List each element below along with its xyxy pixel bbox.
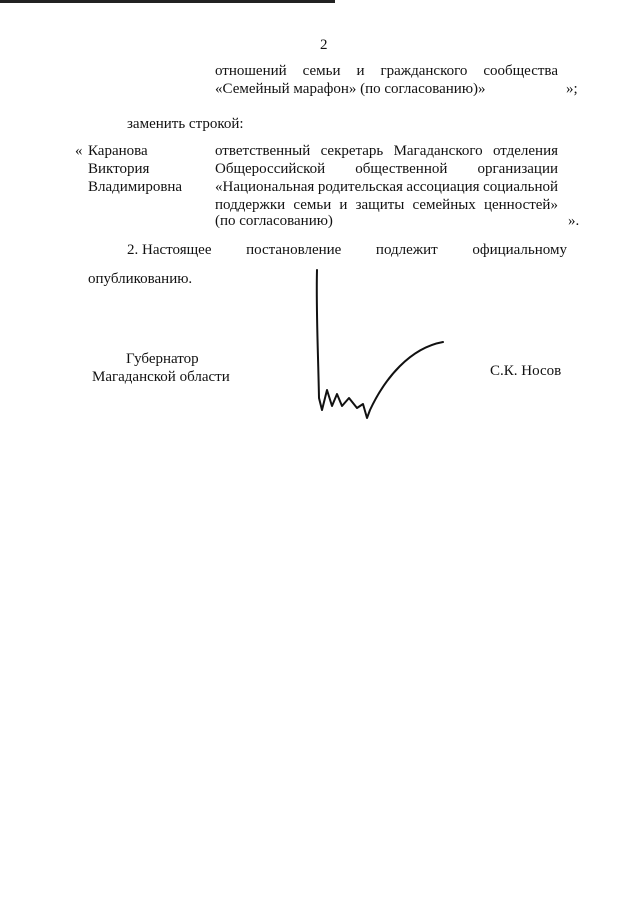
handwritten-signature	[305, 268, 455, 428]
position-line1: ответственный секретарь Магаданского отделения	[215, 143, 558, 159]
prev-entry-line1: отношений семьи и гражданского сообщества	[215, 63, 558, 79]
position-last-line: (по согласованию)	[215, 213, 333, 229]
new-entry-closing: ».	[568, 213, 580, 229]
signatory-title-line2: Магаданской области	[92, 369, 230, 385]
clause2-line2: опубликованию.	[88, 271, 193, 287]
replace-label: заменить строкой:	[127, 116, 244, 132]
member-name-first: Виктория	[88, 161, 150, 177]
open-quote: «	[75, 143, 83, 159]
position-line3: «Национальная родительская ассоциация социальной	[215, 179, 558, 195]
prev-entry-line2: «Семейный марафон» (по согласованию)»	[215, 81, 486, 97]
signatory-title-line1: Губернатор	[126, 351, 199, 367]
position-line2: Общероссийской общественной организации	[215, 161, 558, 177]
prev-entry-closing: »;	[566, 81, 578, 97]
scan-edge-line	[0, 0, 335, 3]
page-number: 2	[320, 37, 328, 53]
position-line4: поддержки семьи и защиты семейных ценностей»	[215, 197, 558, 213]
member-name-patronymic: Владимировна	[88, 179, 183, 195]
member-name-surname: Каранова	[88, 143, 148, 159]
signatory-name: С.К. Носов	[490, 363, 562, 379]
clause2-line1: 2. Настоящее постановление подлежит официальному	[127, 242, 567, 258]
